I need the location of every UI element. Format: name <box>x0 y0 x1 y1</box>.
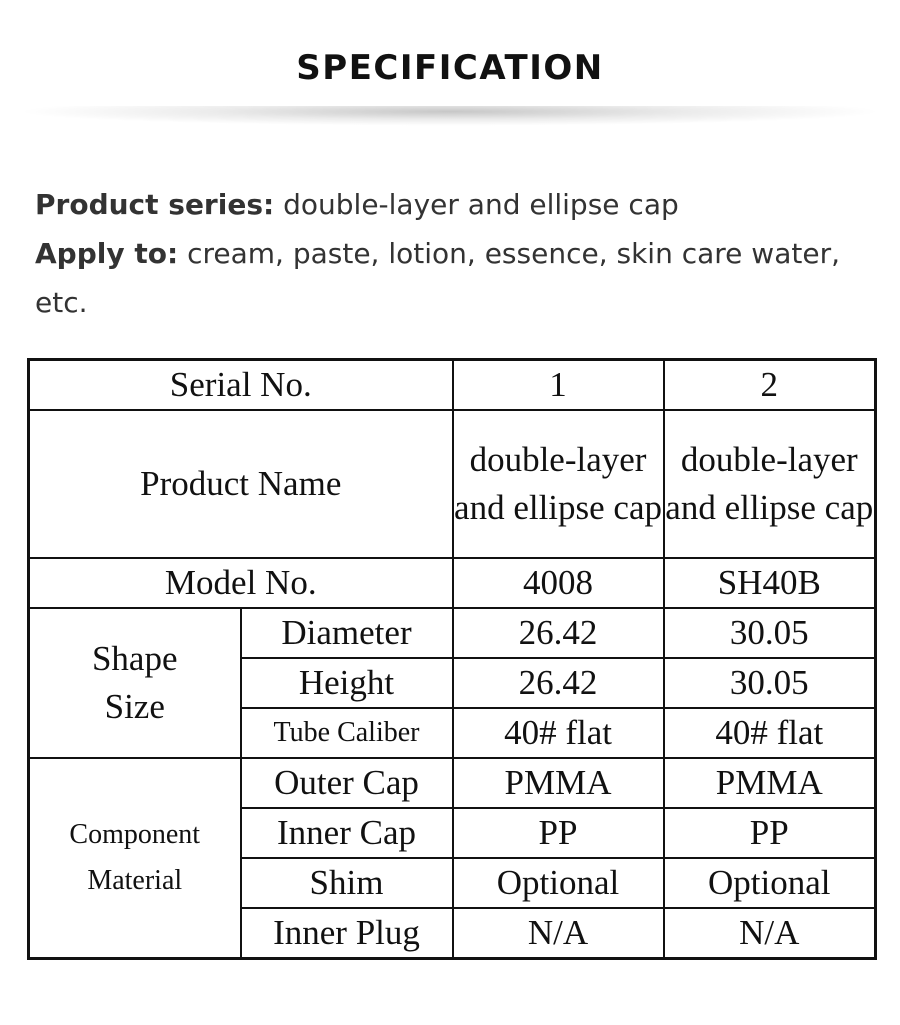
shape-size-group-label <box>29 608 241 758</box>
outer-cap-label: Outer Cap <box>241 758 453 808</box>
inner-plug-value-2: N/A <box>664 908 876 959</box>
model-no-1: 4008 <box>453 558 664 608</box>
title-divider-shadow <box>20 106 880 134</box>
tube-caliber-label: Tube Caliber <box>241 708 453 758</box>
component-material-group-text: Component Material <box>69 819 201 896</box>
model-no-2: SH40B <box>664 558 876 608</box>
inner-plug-label: Inner Plug <box>241 908 453 959</box>
height-value-2: 30.05 <box>664 658 876 708</box>
tube-caliber-value-1: 40# flat <box>453 708 664 758</box>
apply-to-label: Apply to: <box>35 237 179 270</box>
inner-cap-value-2: PP <box>664 808 876 858</box>
diameter-value-1: 26.42 <box>453 608 664 658</box>
specification-table <box>27 358 877 960</box>
product-series-label: Product series: <box>35 188 275 221</box>
shim-value-2: Optional <box>664 858 876 908</box>
product-description <box>35 180 875 327</box>
table-row <box>29 558 876 608</box>
product-name-2: double-layer and ellipse cap <box>664 410 876 558</box>
inner-plug-value-1: N/A <box>453 908 664 959</box>
table-row <box>29 758 876 808</box>
table-row <box>29 410 876 558</box>
serial-no-1: 1 <box>453 360 664 411</box>
inner-cap-value-1: PP <box>453 808 664 858</box>
shim-label: Shim <box>241 858 453 908</box>
diameter-label: Diameter <box>241 608 453 658</box>
component-material-group-label <box>29 758 241 959</box>
product-series-value: double-layer and ellipse cap <box>283 188 679 221</box>
height-value-1: 26.42 <box>453 658 664 708</box>
diameter-value-2: 30.05 <box>664 608 876 658</box>
apply-to-line <box>35 229 875 327</box>
outer-cap-value-2: PMMA <box>664 758 876 808</box>
height-label: Height <box>241 658 453 708</box>
outer-cap-value-1: PMMA <box>453 758 664 808</box>
serial-no-2: 2 <box>664 360 876 411</box>
serial-no-label: Serial No. <box>29 360 453 411</box>
shape-size-group-text: Shape Size <box>91 639 178 726</box>
table-row <box>29 360 876 411</box>
product-name-label: Product Name <box>29 410 453 558</box>
product-series-line <box>35 180 875 229</box>
tube-caliber-value-2: 40# flat <box>664 708 876 758</box>
page-title: SPECIFICATION <box>296 48 604 88</box>
apply-to-value: cream, paste, lotion, essence, skin care water, etc. <box>35 237 840 319</box>
inner-cap-label: Inner Cap <box>241 808 453 858</box>
product-name-1: double-layer and ellipse cap <box>453 410 664 558</box>
model-no-label: Model No. <box>29 558 453 608</box>
shim-value-1: Optional <box>453 858 664 908</box>
table-row <box>29 608 876 658</box>
